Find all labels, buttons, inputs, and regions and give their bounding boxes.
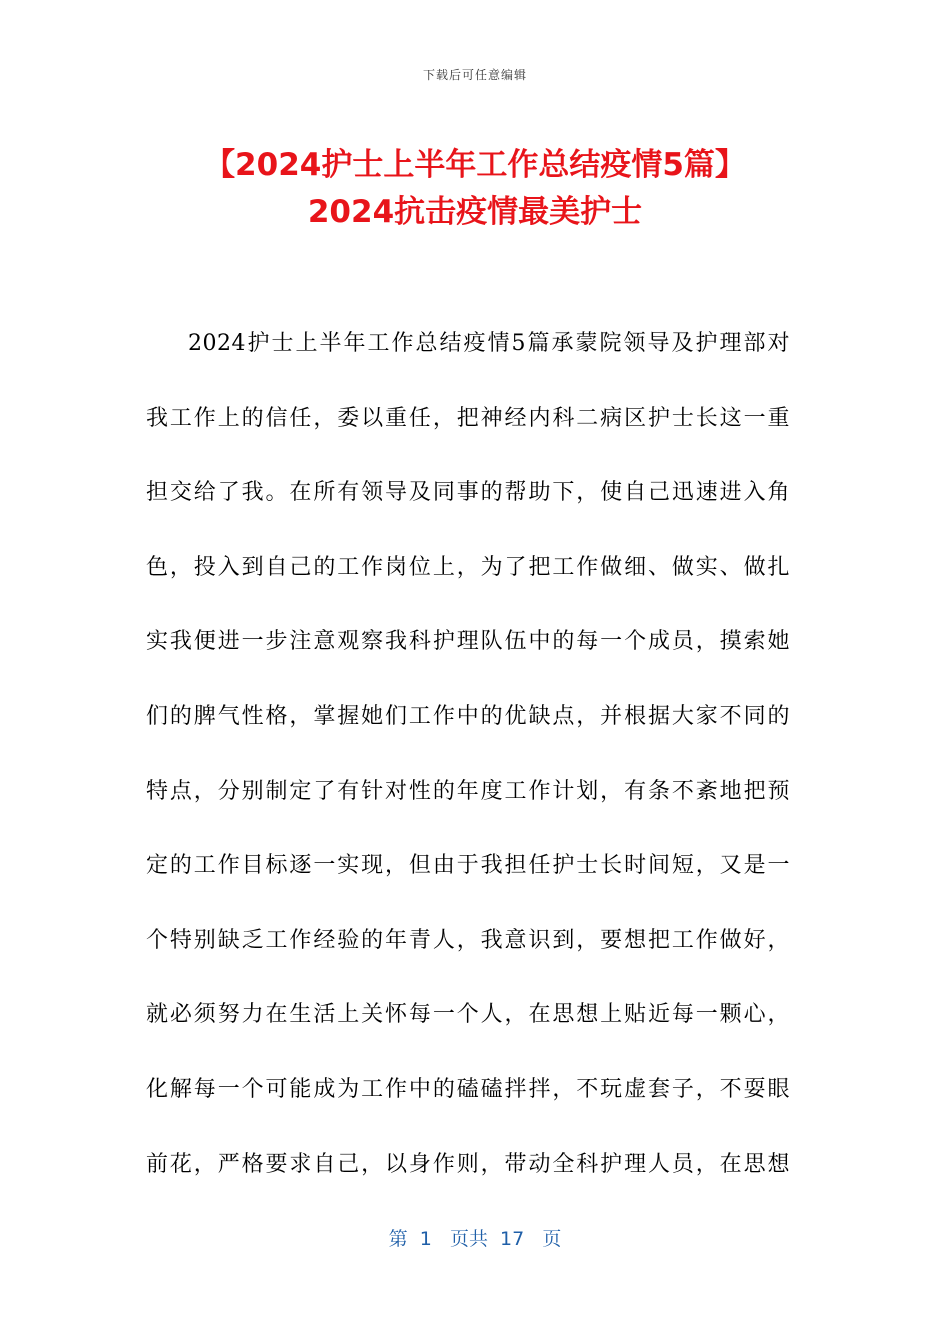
body-line: 定的工作目标逐一实现，但由于我担任护士长时间短，又是一 xyxy=(146,853,790,879)
title-line-1: 【2024护士上半年工作总结疫情5篇】 xyxy=(204,147,746,183)
body-line: 就必须努力在生活上关怀每一个人，在思想上贴近每一颗心， xyxy=(146,1002,790,1028)
body-line: 特点，分别制定了有针对性的年度工作计划，有条不紊地把预 xyxy=(146,778,790,804)
body-line: 我工作上的信任，委以重任，把神经内科二病区护士长这一重 xyxy=(146,405,790,431)
header-note: 下载后可任意编辑 xyxy=(422,68,527,82)
body-line: 担交给了我。在所有领导及同事的帮助下，使自己迅速进入角 xyxy=(146,480,790,506)
body-line: 化解每一个可能成为工作中的磕磕拌拌，不玩虚套子，不耍眼 xyxy=(146,1076,790,1102)
body-line: 前花，严格要求自己，以身作则，带动全科护理人员，在思想 xyxy=(146,1151,790,1177)
body-line: 实我便进一步注意观察我科护理队伍中的每一个成员，摸索她 xyxy=(146,629,790,655)
title-line-2: 2024抗击疫情最美护士 xyxy=(307,194,643,230)
document-title xyxy=(100,142,850,236)
body-line: 2024护士上半年工作总结疫情5篇承蒙院领导及护理部对 xyxy=(188,331,790,356)
body-line: 色，投入到自己的工作岗位上，为了把工作做细、做实、做扎 xyxy=(146,554,790,580)
page-footer: 第 1 页共 17 页 xyxy=(388,1228,562,1250)
body-line: 个特别缺乏工作经验的年青人，我意识到，要想把工作做好， xyxy=(146,927,790,953)
body-line: 们的脾气性格，掌握她们工作中的优缺点，并根据大家不同的 xyxy=(146,703,790,729)
body-text xyxy=(146,324,790,1219)
